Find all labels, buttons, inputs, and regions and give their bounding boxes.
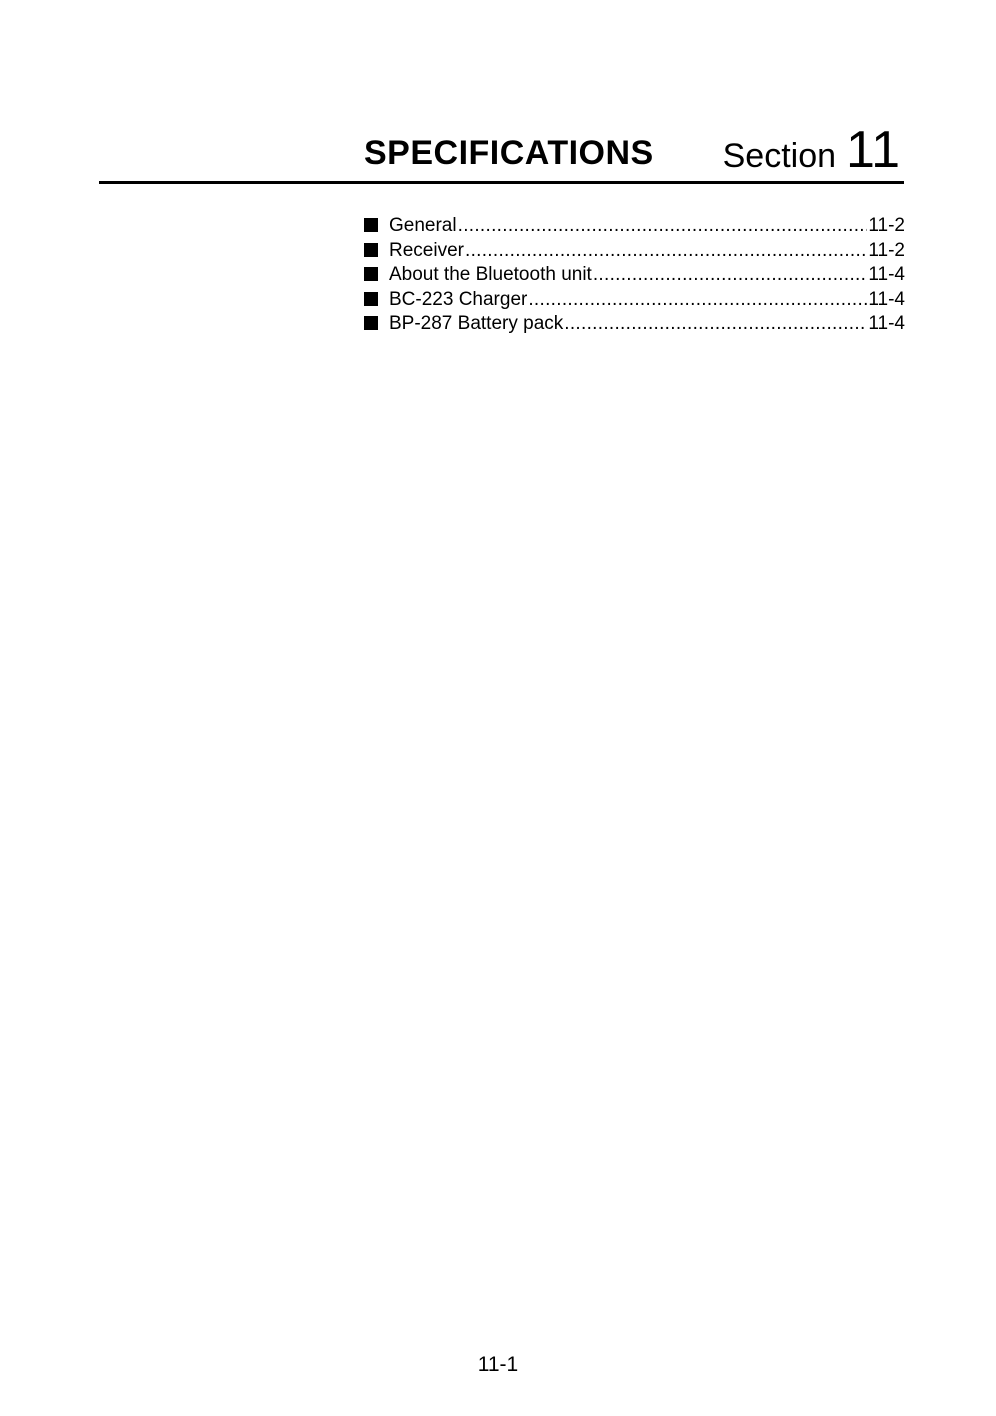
- page-header: [0, 0, 996, 190]
- square-bullet-icon: [364, 316, 378, 330]
- square-bullet-icon: [364, 243, 378, 257]
- chapter-title: SPECIFICATIONS: [364, 134, 654, 172]
- toc-item-page: 11-2: [868, 239, 905, 261]
- toc-dot-leader: [528, 288, 867, 312]
- toc-dot-leader: [458, 214, 868, 238]
- header-rule: [99, 181, 904, 184]
- square-bullet-icon: [364, 267, 378, 281]
- page-number: 11-1: [477, 1353, 519, 1376]
- toc-item-page: 11-4: [868, 264, 905, 285]
- toc-dot-leader: [564, 312, 867, 336]
- square-bullet-icon: [364, 292, 378, 306]
- toc-item-label: Receiver: [389, 239, 464, 261]
- toc-item-label: About the Bluetooth unit: [389, 264, 592, 285]
- toc-item-label: BC-223 Charger: [389, 288, 528, 310]
- toc-item-page: 11-2: [868, 215, 905, 236]
- toc-item-charger[interactable]: [364, 288, 905, 313]
- toc-item-page: 11-4: [868, 313, 905, 334]
- square-bullet-icon: [364, 218, 378, 232]
- section-number: 11: [846, 121, 900, 179]
- section-word: Section: [722, 137, 837, 175]
- toc-item-label: General: [389, 215, 457, 236]
- toc-item-label: BP-287 Battery pack: [389, 313, 564, 334]
- toc-item-page: 11-4: [868, 288, 905, 310]
- toc-dot-leader: [593, 263, 868, 287]
- section-label: [723, 120, 900, 180]
- toc-item-receiver[interactable]: [364, 239, 905, 264]
- table-of-contents: [364, 214, 905, 337]
- toc-item-bluetooth-unit[interactable]: [364, 263, 905, 288]
- toc-item-battery-pack[interactable]: [364, 312, 905, 337]
- toc-dot-leader: [465, 239, 867, 263]
- toc-item-general[interactable]: [364, 214, 905, 239]
